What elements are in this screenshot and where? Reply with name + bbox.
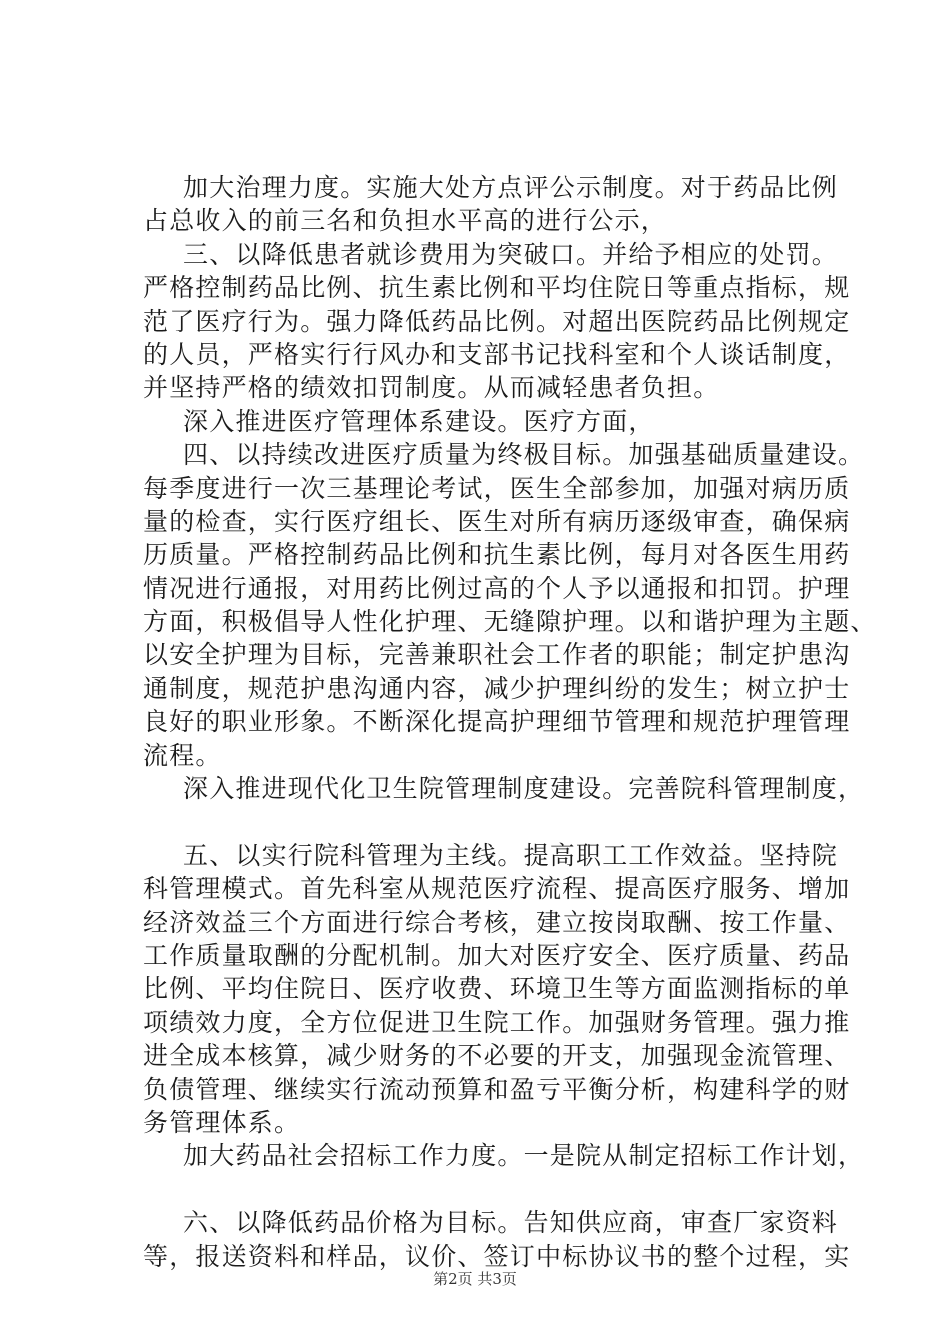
- text-line: 以安全护理为目标，完善兼职社会工作者的职能；制定护患沟: [143, 640, 851, 670]
- text-line: 五、以实行院科管理为主线。提高职工工作效益。坚持院: [183, 840, 839, 870]
- text-line: 方面，积极倡导人性化护理、无缝隙护理。以和谐护理为主题、: [143, 607, 877, 637]
- blank-line: [143, 1173, 833, 1206]
- text-line: 务管理体系。: [143, 1107, 301, 1137]
- page-number-footer: 第2页 共3页: [433, 1270, 517, 1288]
- text-line: 情况进行通报，对用药比例过高的个人予以通报和扣罚。护理: [143, 573, 851, 603]
- text-line: 深入推进医疗管理体系建设。医疗方面，: [183, 406, 655, 436]
- text-line: 等，报送资料和样品，议价、签订中标协议书的整个过程，实: [143, 1241, 851, 1271]
- text-line: 的人员，严格实行行风办和支部书记找科室和个人谈话制度，: [143, 339, 851, 369]
- blank-line: [143, 805, 833, 838]
- text-line: 三、以降低患者就诊费用为突破口。并给予相应的处罚。: [183, 239, 839, 269]
- text-line: 经济效益三个方面进行综合考核，建立按岗取酬、按工作量、: [143, 907, 851, 937]
- text-line: 比例、平均住院日、医疗收费、环境卫生等方面监测指标的单: [143, 974, 851, 1004]
- text-line: 工作质量取酬的分配机制。加大对医疗安全、医疗质量、药品: [143, 940, 851, 970]
- text-line: 科管理模式。首先科室从规范医疗流程、提高医疗服务、增加: [143, 874, 851, 904]
- text-line: 项绩效力度，全方位促进卫生院工作。加强财务管理。强力推: [143, 1007, 851, 1037]
- text-line: 负债管理、继续实行流动预算和盈亏平衡分析，构建科学的财: [143, 1074, 851, 1104]
- text-line: 每季度进行一次三基理论考试，医生全部参加，加强对病历质: [143, 473, 851, 503]
- text-line: 加大治理力度。实施大处方点评公示制度。对于药品比例: [183, 173, 839, 202]
- text-line: 深入推进现代化卫生院管理制度建设。完善院科管理制度，: [183, 774, 865, 804]
- text-line: 进全成本核算，减少财务的不必要的开支，加强现金流管理、: [143, 1041, 851, 1071]
- text-line: 范了医疗行为。强力降低药品比例。对超出医院药品比例规定: [143, 306, 851, 336]
- text-line: 并坚持严格的绩效扣罚制度。从而减轻患者负担。: [143, 373, 720, 403]
- text-line: 历质量。严格控制药品比例和抗生素比例，每月对各医生用药: [143, 540, 851, 570]
- text-line: 占总收入的前三名和负担水平高的进行公示，: [143, 206, 668, 236]
- text-line: 严格控制药品比例、抗生素比例和平均住院日等重点指标，规: [143, 273, 851, 303]
- text-line: 通制度，规范护患沟通内容，减少护理纠纷的发生；树立护士: [143, 673, 851, 703]
- document-body: [143, 171, 877, 1273]
- text-line: 量的检查，实行医疗组长、医生对所有病历逐级审查，确保病: [143, 506, 851, 536]
- text-line: 流程。: [143, 740, 222, 770]
- text-line: 良好的职业形象。不断深化提高护理细节管理和规范护理管理: [143, 707, 851, 737]
- text-line: 六、以降低药品价格为目标。告知供应商，审查厂家资料: [183, 1208, 839, 1238]
- text-line: 加大药品社会招标工作力度。一是院从制定招标工作计划，: [183, 1141, 865, 1171]
- text-line: 四、以持续改进医疗质量为终极目标。加强基础质量建设。: [183, 440, 865, 470]
